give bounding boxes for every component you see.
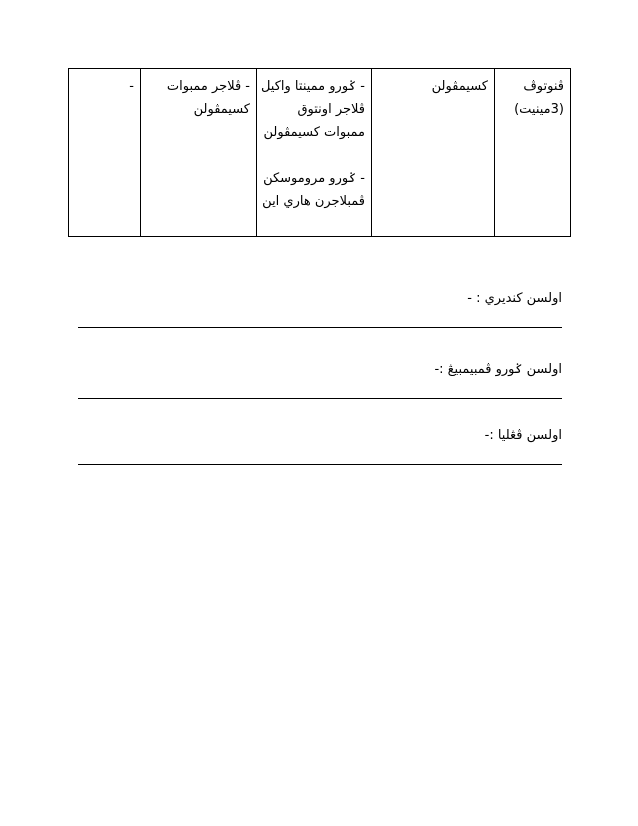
table-row bbox=[69, 69, 571, 237]
teacher-activity-cell bbox=[257, 69, 372, 237]
stage-cell bbox=[495, 69, 571, 237]
student-activity-line: كسيمڤولن bbox=[193, 102, 250, 117]
student-activity-cell bbox=[141, 69, 257, 237]
notes-text: - bbox=[129, 79, 134, 94]
lesson-step-table bbox=[68, 68, 571, 237]
spacer bbox=[263, 144, 365, 167]
writing-line bbox=[78, 464, 562, 465]
writing-line bbox=[78, 398, 562, 399]
content-text: كسيمڤولن bbox=[431, 79, 488, 94]
teacher-activity-line: ممبوات كسيمڤولن bbox=[263, 125, 365, 140]
stage-name: ڤنوتوڤ bbox=[523, 79, 564, 94]
reflection-principal bbox=[78, 426, 562, 465]
teacher-activity-line: ڤمبلاجرن هاري اين bbox=[262, 194, 365, 209]
reflection-mentor bbox=[78, 360, 562, 399]
teacher-activity-line: - ݢورو ممينتا واكيل bbox=[260, 79, 365, 94]
reflection-label: اولسن ݢورو ڤمبيمبيڠ :- bbox=[434, 362, 562, 377]
writing-line bbox=[78, 327, 562, 328]
student-activity-line: - ڤلاجر ممبوات bbox=[166, 79, 250, 94]
reflection-label: اولسن كنديري : - bbox=[467, 291, 562, 306]
reflection-self bbox=[78, 289, 562, 328]
teacher-activity-line: ڤلاجر اونتوق bbox=[297, 102, 365, 117]
teacher-activity-line: - ݢورو مروموسكن bbox=[263, 171, 365, 186]
stage-duration: (3مينيت) bbox=[514, 102, 564, 117]
content-cell bbox=[372, 69, 495, 237]
notes-cell bbox=[69, 69, 141, 237]
reflection-label: اولسن ڤڠليا :- bbox=[484, 428, 562, 443]
